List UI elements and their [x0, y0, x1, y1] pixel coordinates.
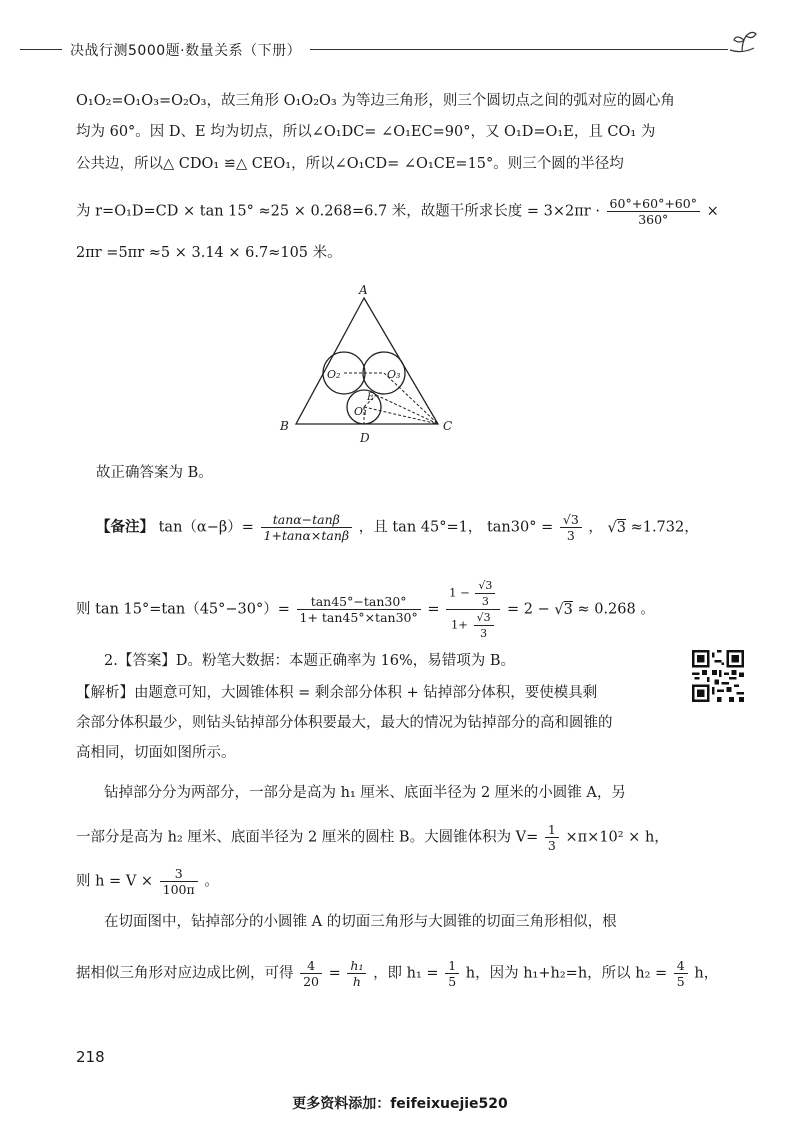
- fraction-numerator: √3: [475, 578, 495, 594]
- fraction-denominator: 360°: [638, 212, 669, 227]
- fraction-tan45-tan30: [297, 594, 421, 625]
- note-text-b: ，且 tan 45°=1， tan30° =: [358, 519, 554, 536]
- radicand: 3: [483, 611, 491, 624]
- note-text-a: tan（α−β）=: [158, 519, 254, 536]
- para1-line2: 均为 60°。因 D、E 均为切点，所以∠O₁DC= ∠O₁EC=90°，又 O₁D=O₁E，且 CO₁ 为: [76, 124, 656, 140]
- compound-numerator: [446, 578, 500, 610]
- answer-line: 故正确答案为 B。: [96, 465, 213, 481]
- para1-line4-tail: ×: [706, 203, 719, 220]
- q2-para3-text-d: h，: [694, 965, 719, 982]
- q2-analysis-line3: 高相同，切面如图所示。: [76, 745, 236, 761]
- fraction-sqrt3-over-3: [560, 512, 582, 543]
- q2-para2-line2-text: 一部分是高为 h₂ 厘米、底面半径为 2 厘米的圆柱 B。大圆锥体积为 V=: [76, 829, 539, 846]
- q2-para2-line3-text: 则 h = V ×: [76, 873, 154, 890]
- label-b: B: [280, 419, 289, 433]
- fraction-denominator: 1+ tan45°×tan30°: [299, 610, 418, 625]
- fraction-denominator: 1+tanα×tanβ: [263, 528, 350, 543]
- compound-fraction: [446, 578, 500, 641]
- q2-para3-text-b: ，即 h₁ =: [373, 965, 439, 982]
- page-number: 218: [76, 1048, 105, 1066]
- fraction-3-over-100pi: [160, 866, 198, 897]
- fraction-numerator: 3: [160, 866, 198, 882]
- label-e: E: [367, 392, 375, 403]
- fraction-numerator: 4: [674, 958, 688, 974]
- sqrt-3: √3: [607, 519, 626, 536]
- header-rule-left: [20, 49, 62, 50]
- den-prefix: 1+: [450, 617, 468, 632]
- radicand: 3: [563, 601, 573, 618]
- q2-para2-line3: [76, 866, 664, 897]
- q2-para3-line1: 在切面图中，钻掉部分的小圆锥 A 的切面三角形与大圆锥的切面三角形相似，根: [104, 914, 617, 930]
- sprout-icon: [726, 28, 758, 58]
- num-prefix: 1 −: [449, 585, 470, 600]
- tan15-text-a: 则 tan 15°=tan（45°−30°）=: [76, 601, 290, 618]
- note-label: 【备注】: [96, 518, 154, 536]
- fraction-denominator: 3: [480, 627, 488, 640]
- header-title: 决战行测5000题·数量关系（下册）: [70, 43, 302, 59]
- triangle-circles-figure: [270, 282, 470, 452]
- qr-code-icon[interactable]: [692, 650, 744, 702]
- q2-analysis-line2: 余部分体积最少，则钻头钻掉部分体积要最大，最大的情况为钻掉部分的高和圆锥的: [76, 715, 613, 731]
- label-o3: O₃: [387, 368, 401, 381]
- q2-para3-text-a: 据相似三角形对应边成比例，可得: [76, 965, 294, 982]
- fraction-numerator: 1: [545, 822, 559, 838]
- fraction-h1-over-h: [347, 958, 366, 989]
- tan15-text-c: ≈ 0.268 。: [577, 601, 655, 618]
- fraction-denominator: 100π: [162, 882, 195, 897]
- fraction-numerator: 1: [445, 958, 459, 974]
- fraction-denominator: 20: [303, 974, 320, 989]
- q2-answer-line: 2.【答案】D。粉笔大数据：本题正确率为 16%，易错项为 B。: [104, 653, 516, 669]
- fraction-numerator: h₁: [347, 958, 366, 974]
- fraction-tan-diff: [261, 512, 353, 543]
- tan15-text-b: = 2 −: [507, 601, 550, 618]
- fraction-denominator: 3: [566, 528, 575, 543]
- header-rule-right: [310, 49, 728, 50]
- para1-line4: [76, 196, 719, 227]
- q2-analysis-line1: 【解析】由题意可知，大圆锥体积 = 剩余部分体积 + 钻掉部分体积，要使模具剩: [76, 685, 598, 701]
- fraction-four-fifths: [674, 958, 688, 989]
- dash-e-c: [376, 395, 438, 424]
- radicand: 3: [485, 579, 493, 592]
- fraction-one-fifth: [445, 958, 459, 989]
- equals-sign: =: [328, 965, 341, 982]
- para1-line4-text: 为 r=O₁D=CD × tan 15° ≈25 × 0.268=6.7 米，故题干所求长度 = 3×2πr ·: [76, 203, 600, 220]
- q2-para2-line1: 钻掉部分分为两部分，一部分是高为 h₁ 厘米、底面半径为 2 厘米的小圆锥 A，另: [104, 785, 626, 801]
- fraction-denominator: 3: [547, 838, 556, 853]
- fraction-numerator: √3: [560, 512, 582, 528]
- para1-line3: 公共边，所以△ CDO₁ ≌△ CEO₁，所以∠O₁CD= ∠O₁CE=15°。则三个圆的半径均: [76, 156, 624, 172]
- label-c: C: [443, 419, 453, 433]
- fraction-numerator: √3: [474, 610, 494, 626]
- fraction-numerator: 60°+60°+60°: [607, 196, 700, 212]
- fraction-angle-sum: [607, 196, 700, 227]
- fraction-denominator: 3: [481, 595, 489, 608]
- fraction-denominator: h: [352, 974, 361, 989]
- q2-para2-line2-tail: ×π×10² × h，: [565, 829, 669, 846]
- q2-para2-line2: [76, 822, 669, 853]
- tan15-eq: =: [427, 601, 440, 618]
- fraction-denominator: 5: [448, 974, 457, 989]
- fraction-numerator: tan45°−tan30°: [297, 594, 421, 610]
- para1-line5: 2πr =5πr ≈5 × 3.14 × 6.7≈105 米。: [76, 245, 342, 261]
- radicand: 3: [570, 512, 579, 527]
- dash-o1-c: [364, 407, 438, 424]
- compound-denominator: [446, 610, 500, 641]
- sqrt-3: √3: [554, 601, 573, 618]
- note-text-d: ≈1.732，: [630, 519, 699, 536]
- q2-para3-text-c: h，因为 h₁+h₂=h，所以 h₂ =: [465, 965, 668, 982]
- fraction-denominator: 5: [676, 974, 685, 989]
- note-line: [96, 512, 699, 543]
- radicand: 3: [616, 519, 626, 536]
- label-d: D: [360, 431, 370, 445]
- fraction-numerator: tanα−tanβ: [261, 512, 353, 528]
- footer-note: 更多资料添加：feifeixuejie520: [292, 1096, 508, 1112]
- fraction-4-over-20: [300, 958, 322, 989]
- inner-fraction-bottom: [474, 610, 494, 641]
- q2-para3-line2: [76, 958, 719, 989]
- label-o1: O₁: [354, 405, 368, 418]
- note-text-c: ，: [588, 519, 603, 536]
- q2-para2-line3-tail: 。: [204, 873, 219, 890]
- label-a: A: [359, 283, 368, 297]
- inner-fraction-top: [475, 578, 495, 609]
- running-header: [20, 38, 760, 62]
- label-o2: O₂: [327, 368, 341, 381]
- fraction-numerator: 4: [300, 958, 322, 974]
- fraction-one-third: [545, 822, 559, 853]
- tan15-line: [76, 578, 664, 641]
- para1-line1: O₁O₂=O₁O₃=O₂O₃，故三角形 O₁O₂O₃ 为等边三角形，则三个圆切点之间的弧对应的圆心角: [76, 93, 675, 109]
